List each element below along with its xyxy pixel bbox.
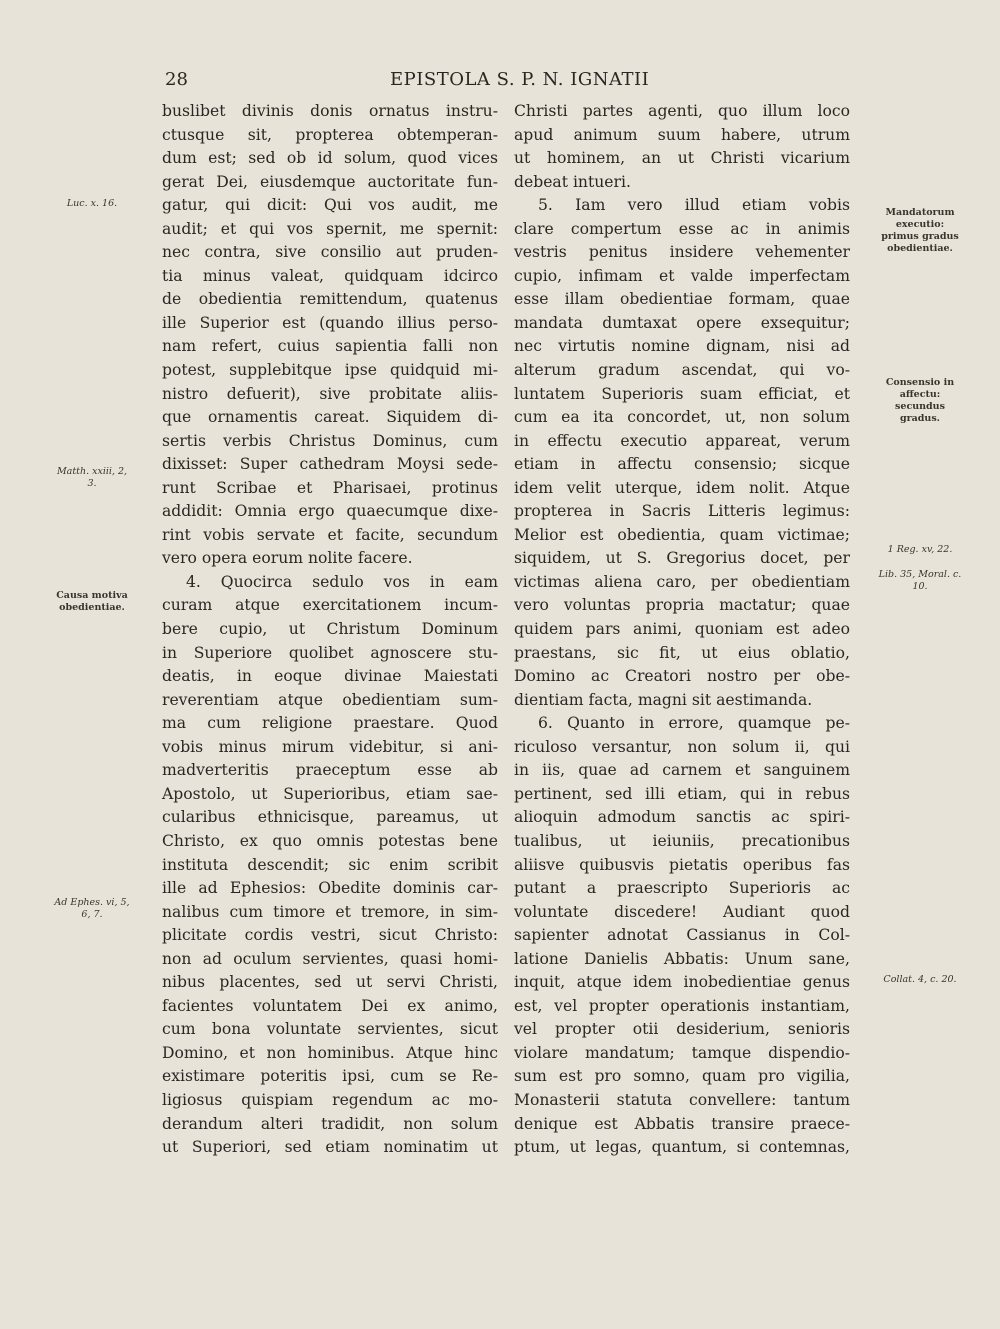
text-line: ille ad Ephesios: Obedite dominis car- [162, 879, 498, 898]
text-line: 6. Quanto in errore, quamque pe- [538, 714, 850, 733]
text-line: ut Superiori, sed etiam nominatim ut [162, 1138, 498, 1157]
text-line: non ad oculum servientes, quasi homi- [162, 949, 498, 968]
text-line: tualibus, ut ieiuniis, precationibus [514, 831, 850, 850]
text-line: tia minus valeat, quidquam idcirco [162, 266, 498, 285]
text-line: idem velit uterque, idem nolit. Atque [514, 478, 850, 497]
text-line: putant a praescripto Superioris ac [514, 879, 850, 898]
text-line: dixisset: Super cathedram Moysi sede- [162, 455, 498, 474]
text-line: gerat Dei, eiusdemque auctoritate fun- [162, 172, 498, 191]
text-line: Monasterii statuta convellere: tantum [514, 1090, 850, 1109]
text-line: vel propter otii desiderium, senioris [514, 1020, 850, 1039]
text-line: apud animum suum habere, utrum [514, 125, 850, 144]
text-line: cum ea ita concordet, ut, non solum [514, 408, 850, 427]
text-line: gatur, qui dicit: Qui vos audit, me [162, 196, 498, 215]
text-line: in Superiore quolibet agnoscere stu- [162, 643, 498, 662]
text-line: quidem pars animi, quoniam est adeo [514, 620, 850, 639]
margin-note-collat: Collat. 4, c. 20. [883, 974, 957, 985]
text-line: Apostolo, ut Superioribus, etiam sae- [162, 784, 498, 803]
text-line: vestris penitus insidere vehementer [514, 243, 850, 262]
text-line: buslibet divinis donis ornatus instru- [162, 102, 498, 120]
text-line: ctusque sit, propterea obtemperan- [162, 125, 498, 144]
text-line: cupio, infimam et valde imperfectam [514, 266, 850, 285]
text-line: sum est pro somno, quam pro vigilia, [514, 1067, 850, 1086]
text-line: Domino ac Creatori nostro per obe- [514, 667, 850, 686]
text-line: cularibus ethnicisque, pareamus, ut [162, 808, 498, 827]
text-line: denique est Abbatis transire praece- [514, 1114, 850, 1133]
text-line: siquidem, ut S. Gregorius docet, per [514, 549, 850, 568]
margin-note-reg: 1 Reg. xv, 22. [887, 544, 953, 555]
text-line: mandata dumtaxat opere exsequitur; [514, 313, 850, 332]
text-line: curam atque exercitationem incum- [162, 596, 498, 615]
left-text-column [162, 100, 498, 1160]
text-line: nec virtutis nomine dignam, nisi ad [514, 337, 850, 356]
text-line: nec contra, sive consilio aut pruden- [162, 243, 498, 262]
right-text-column [514, 100, 850, 1160]
text-line: nam refert, cuius sapientia falli non [162, 337, 498, 356]
text-line: ligiosus quispiam regendum ac mo- [162, 1090, 498, 1109]
text-line: dientiam facta, magni sit aestimanda. [514, 690, 813, 709]
margin-note-mandatorum: Mandatorum executio: primus gradus obedientiae. [881, 207, 959, 254]
text-line: plicitate cordis vestri, sicut Christo: [162, 926, 498, 945]
text-line: ille Superior est (quando illius perso- [162, 313, 498, 332]
text-line: vobis minus mirum videbitur, si ani- [162, 737, 498, 756]
text-line: de obedientia remittendum, quatenus [162, 290, 498, 309]
text-line: propterea in Sacris Litteris legimus: [514, 502, 850, 521]
text-line: alterum gradum ascendat, qui vo- [514, 361, 850, 380]
text-line: reverentiam atque obedientiam sum- [162, 690, 498, 709]
text-line: violare mandatum; tamque dispendio- [514, 1043, 850, 1062]
page-number: 28 [165, 69, 188, 90]
text-line: Christi partes agenti, quo illum loco [514, 102, 850, 120]
margin-note-consensio: Consensio in affectu: secundus gradus. [885, 377, 955, 424]
text-line: instituta descendit; sic enim scribit [162, 855, 498, 874]
text-line: deatis, in eoque divinae Maiestati [162, 667, 498, 686]
text-line: derandum alteri tradidit, non solum [162, 1114, 498, 1133]
text-line: voluntate discedere! Audiant quod [514, 902, 850, 921]
text-line: facientes voluntatem Dei ex animo, [162, 996, 498, 1015]
text-line: vero voluntas propria mactatur; quae [514, 596, 850, 615]
text-line: pertinent, sed illi etiam, qui in rebus [514, 784, 850, 803]
margin-note-lib: Lib. 35, Moral. c. 10. [878, 569, 962, 592]
text-line: praestans, sic fit, ut eius oblatio, [514, 643, 850, 662]
text-line: alioquin admodum sanctis ac spiri- [514, 808, 850, 827]
text-line: aliisve quibusvis pietatis operibus fas [514, 855, 850, 874]
text-line: potest, supplebitque ipse quidquid mi- [162, 361, 498, 380]
text-line: madverteritis praeceptum esse ab [162, 761, 498, 780]
text-line: dum est; sed ob id solum, quod vices [162, 149, 498, 168]
text-line: addidit: Omnia ergo quaecumque dixe- [162, 502, 498, 521]
text-line: bere cupio, ut Christum Dominum [162, 620, 498, 639]
text-line: ptum, ut legas, quantum, si contemnas, [514, 1138, 850, 1157]
text-line: ma cum religione praestare. Quod [162, 714, 498, 733]
text-line: Christo, ex quo omnis potestas bene [162, 831, 498, 850]
text-line: que ornamentis careat. Siquidem di- [162, 408, 498, 427]
text-line: nalibus cum timore et tremore, in sim- [162, 902, 498, 921]
text-line: est, vel propter operationis instantiam, [514, 996, 850, 1015]
text-line: nistro defuerit), sive probitate aliis- [162, 384, 498, 403]
text-line: cum bona voluntate servientes, sicut [162, 1020, 498, 1039]
text-line: latione Danielis Abbatis: Unum sane, [514, 949, 850, 968]
text-line: 5. Iam vero illud etiam vobis [538, 196, 850, 215]
text-line: audit; et qui vos spernit, me spernit: [162, 219, 498, 238]
text-line: ut hominem, an ut Christi vicarium [514, 149, 850, 168]
text-line: luntatem Superioris suam efficiat, et [514, 384, 850, 403]
text-line: vero opera eorum nolite facere. [162, 549, 413, 568]
text-line: clare compertum esse ac in animis [514, 219, 850, 238]
text-line: sertis verbis Christus Dominus, cum [162, 431, 498, 450]
margin-note-matth: Matth. xxiii, 2, 3. [56, 466, 128, 489]
text-line: sapienter adnotat Cassianus in Col- [514, 926, 850, 945]
text-line: inquit, atque idem inobedientiae genus [514, 973, 850, 992]
text-line: etiam in affectu consensio; sicque [514, 455, 850, 474]
text-line: 4. Quocirca sedulo vos in eam [186, 572, 498, 591]
text-line: debeat intueri. [514, 172, 631, 191]
text-line: existimare poteritis ipsi, cum se Re- [162, 1067, 498, 1086]
margin-note-causa-motiva: Causa motiva obedientiae. [56, 590, 128, 613]
text-line: in iis, quae ad carnem et sanguinem [514, 761, 850, 780]
text-line: rint vobis servate et facite, secundum [162, 525, 498, 544]
text-line: victimas aliena caro, per obedientiam [514, 572, 850, 591]
text-line: in effectu executio appareat, verum [514, 431, 850, 450]
text-line: nibus placentes, sed ut servi Christi, [162, 973, 498, 992]
running-head: EPISTOLA S. P. N. IGNATII [390, 69, 650, 90]
margin-note-luc: Luc. x. 16. [66, 198, 118, 209]
text-line: esse illam obedientiae formam, quae [514, 290, 850, 309]
text-line: Melior est obedientia, quam victimae; [514, 525, 850, 544]
text-line: Domino, et non hominibus. Atque hinc [162, 1043, 498, 1062]
margin-note-ephes: Ad Ephes. vi, 5, 6, 7. [54, 897, 130, 920]
text-line: riculoso versantur, non solum ii, qui [514, 737, 850, 756]
text-line: runt Scribae et Pharisaei, protinus [162, 478, 498, 497]
